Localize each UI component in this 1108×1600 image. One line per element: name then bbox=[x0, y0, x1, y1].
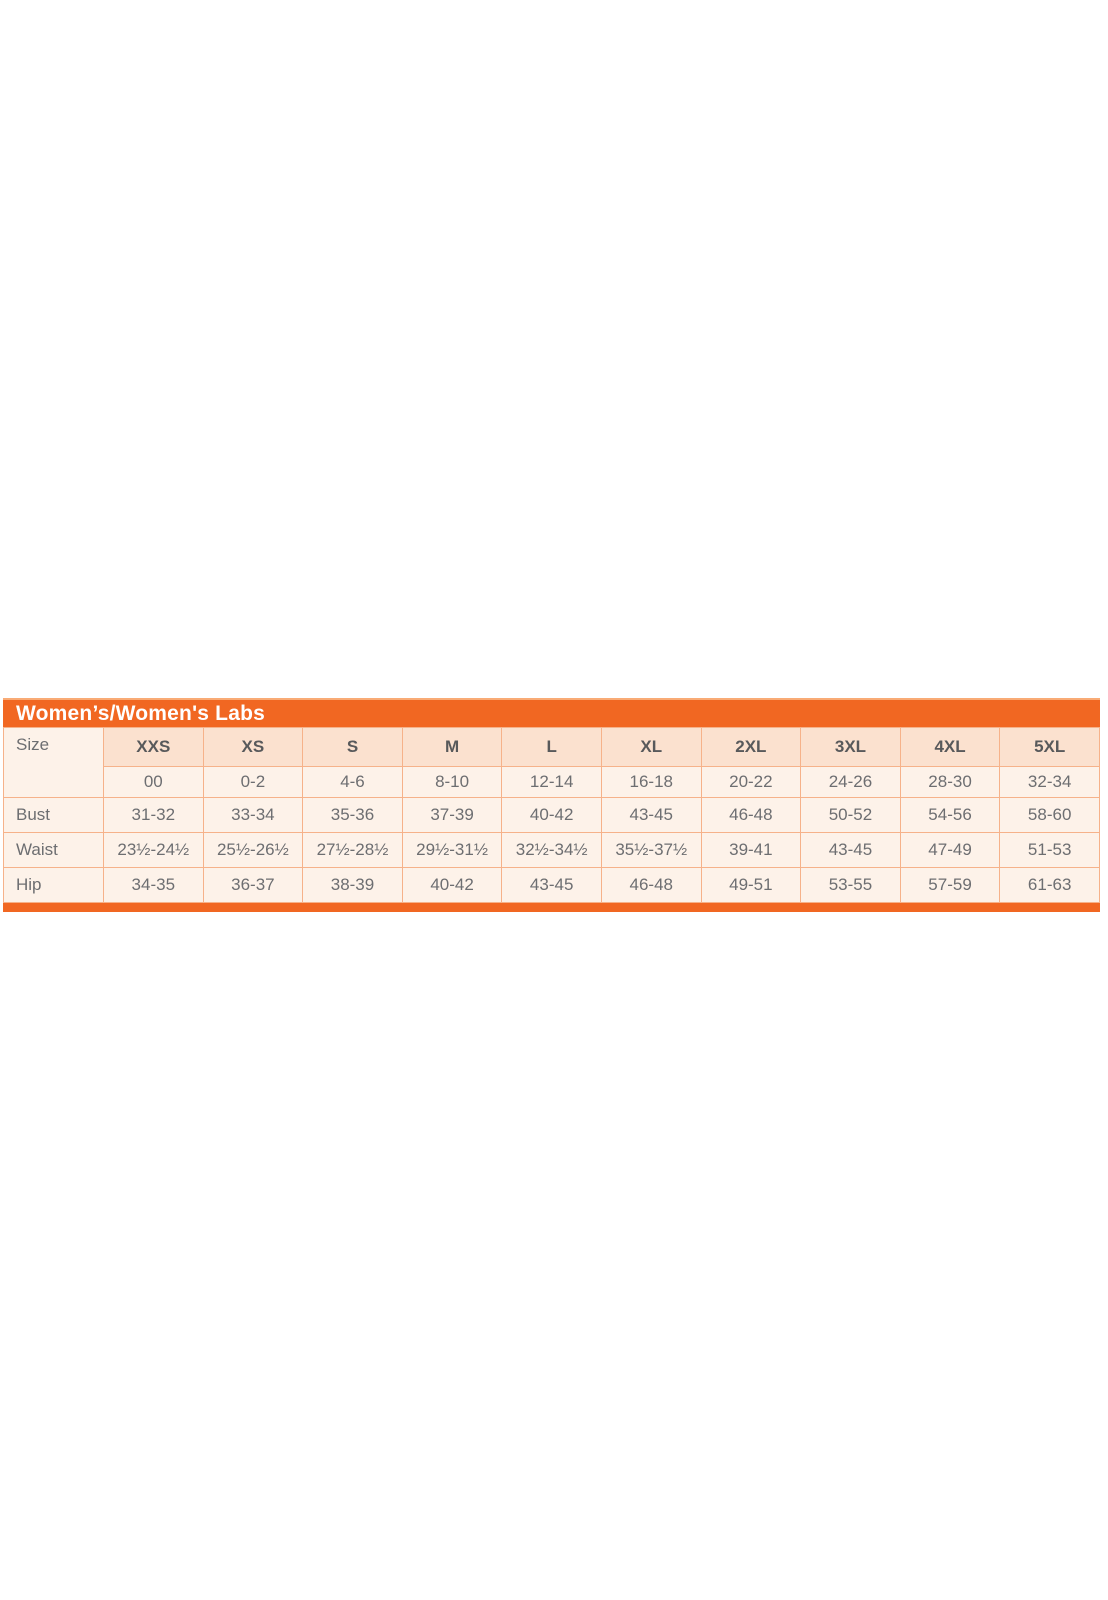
measurement-label: Waist bbox=[4, 833, 104, 868]
size-column-header: 5XL bbox=[1000, 728, 1100, 767]
size-column-header: M bbox=[402, 728, 502, 767]
measurement-value-cell: 54-56 bbox=[900, 798, 1000, 833]
numeric-size-row bbox=[4, 767, 1100, 798]
numeric-size-cell: 28-30 bbox=[900, 767, 1000, 798]
numeric-size-cell: 16-18 bbox=[601, 767, 701, 798]
measurement-value-cell: 37-39 bbox=[402, 798, 502, 833]
measurement-value-cell: 50-52 bbox=[801, 798, 901, 833]
measurement-value-cell: 51-53 bbox=[1000, 833, 1100, 868]
measurement-value-cell: 29½-31½ bbox=[402, 833, 502, 868]
measurement-value-cell: 61-63 bbox=[1000, 868, 1100, 903]
size-column-header: XXS bbox=[104, 728, 204, 767]
measurement-value-cell: 43-45 bbox=[801, 833, 901, 868]
measurement-value-cell: 31-32 bbox=[104, 798, 204, 833]
size-table-head bbox=[4, 728, 1100, 798]
measurement-value-cell: 40-42 bbox=[402, 868, 502, 903]
numeric-size-cell: 32-34 bbox=[1000, 767, 1100, 798]
measurement-value-cell: 47-49 bbox=[900, 833, 1000, 868]
measurement-value-cell: 39-41 bbox=[701, 833, 801, 868]
size-column-header: 4XL bbox=[900, 728, 1000, 767]
size-column-header: 3XL bbox=[801, 728, 901, 767]
size-column-header: S bbox=[303, 728, 403, 767]
measurement-value-cell: 57-59 bbox=[900, 868, 1000, 903]
measurement-value-cell: 33-34 bbox=[203, 798, 303, 833]
numeric-size-cell: 24-26 bbox=[801, 767, 901, 798]
chart-title-bar bbox=[3, 698, 1100, 727]
size-header-row bbox=[4, 728, 1100, 767]
measurement-value-cell: 46-48 bbox=[701, 798, 801, 833]
numeric-size-cell: 20-22 bbox=[701, 767, 801, 798]
measurement-value-cell: 35½-37½ bbox=[601, 833, 701, 868]
chart-title: Women’s/Women's Labs bbox=[16, 701, 265, 725]
measurement-row bbox=[4, 833, 1100, 868]
bottom-accent-bar bbox=[3, 903, 1100, 912]
numeric-size-cell: 00 bbox=[104, 767, 204, 798]
measurement-row bbox=[4, 798, 1100, 833]
measurement-label: Hip bbox=[4, 868, 104, 903]
measurement-value-cell: 32½-34½ bbox=[502, 833, 602, 868]
numeric-size-cell: 8-10 bbox=[402, 767, 502, 798]
measurement-value-cell: 46-48 bbox=[601, 868, 701, 903]
measurement-row bbox=[4, 868, 1100, 903]
size-column-header: L bbox=[502, 728, 602, 767]
size-table bbox=[3, 727, 1100, 903]
measurement-value-cell: 40-42 bbox=[502, 798, 602, 833]
measurement-value-cell: 58-60 bbox=[1000, 798, 1100, 833]
size-table-body bbox=[4, 798, 1100, 903]
size-column-header: XL bbox=[601, 728, 701, 767]
numeric-size-cell: 0-2 bbox=[203, 767, 303, 798]
measurement-value-cell: 34-35 bbox=[104, 868, 204, 903]
measurement-value-cell: 49-51 bbox=[701, 868, 801, 903]
measurement-value-cell: 43-45 bbox=[502, 868, 602, 903]
numeric-size-cell: 12-14 bbox=[502, 767, 602, 798]
corner-size-label: Size bbox=[4, 728, 104, 798]
measurement-value-cell: 53-55 bbox=[801, 868, 901, 903]
measurement-value-cell: 27½-28½ bbox=[303, 833, 403, 868]
size-chart bbox=[3, 698, 1100, 912]
measurement-value-cell: 23½-24½ bbox=[104, 833, 204, 868]
numeric-size-cell: 4-6 bbox=[303, 767, 403, 798]
measurement-value-cell: 38-39 bbox=[303, 868, 403, 903]
measurement-value-cell: 36-37 bbox=[203, 868, 303, 903]
size-column-header: XS bbox=[203, 728, 303, 767]
measurement-value-cell: 43-45 bbox=[601, 798, 701, 833]
measurement-label: Bust bbox=[4, 798, 104, 833]
measurement-value-cell: 25½-26½ bbox=[203, 833, 303, 868]
measurement-value-cell: 35-36 bbox=[303, 798, 403, 833]
size-column-header: 2XL bbox=[701, 728, 801, 767]
